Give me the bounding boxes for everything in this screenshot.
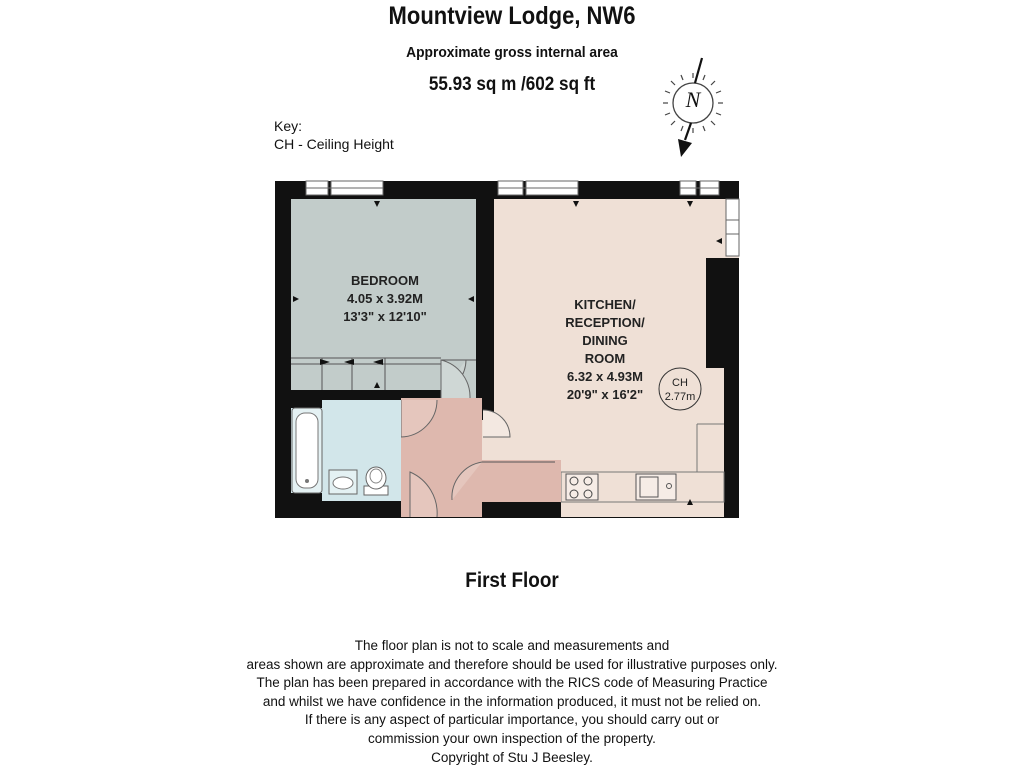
kitchen-name-line2: RECEPTION/ xyxy=(565,315,645,330)
bedroom-imperial: 13'3" x 12'10" xyxy=(343,309,427,324)
disclaimer-line: areas shown are approximate and therefore should be used for illustrative purposes only. xyxy=(246,656,778,672)
floor-plan xyxy=(270,176,746,524)
key-legend xyxy=(274,117,394,153)
area-subtitle: Approximate gross internal area xyxy=(406,44,618,61)
copyright: Copyright of Stu J Beesley. xyxy=(431,749,593,765)
page-title: Mountview Lodge, NW6 xyxy=(388,2,636,30)
compass-north-letter: N xyxy=(685,87,701,112)
kitchen-name-line1: KITCHEN/ xyxy=(574,297,636,312)
storage-floor xyxy=(482,460,561,502)
disclaimer-line: The floor plan is not to scale and measurements and xyxy=(354,638,670,653)
bedroom-label xyxy=(320,272,450,326)
kitchen-label xyxy=(540,296,670,404)
wardrobe xyxy=(291,358,441,390)
ceiling-height-value: 2.77m xyxy=(664,391,696,403)
key-entry-ceiling-height: CH - Ceiling Height xyxy=(274,136,394,152)
gross-area: 55.93 sq m /602 sq ft xyxy=(428,74,596,95)
kitchen-metric: 6.32 x 4.93M xyxy=(567,369,643,384)
disclaimer xyxy=(0,637,1024,767)
bedroom-metric: 4.05 x 3.92M xyxy=(347,291,423,306)
kitchen-name-line4: ROOM xyxy=(584,351,626,366)
bedroom-name: BEDROOM xyxy=(351,273,419,288)
disclaimer-line: commission your own inspection of the property. xyxy=(368,730,656,746)
disclaimer-line: The plan has been prepared in accordance with the RICS code of Measuring Practice xyxy=(256,675,768,691)
floor-name: First Floor xyxy=(465,569,559,592)
disclaimer-line: and whilst we have confidence in the information produced, it must not be relied on. xyxy=(262,693,762,709)
disclaimer-line: If there is any aspect of particular importance, you should carry out or xyxy=(304,712,720,728)
key-heading: Key: xyxy=(274,118,303,134)
kitchen-imperial: 20'9" x 16'2" xyxy=(566,387,644,402)
kitchen-name-line3: DINING xyxy=(582,333,628,348)
ceiling-height-label xyxy=(657,376,703,404)
ceiling-height-abbrev: CH xyxy=(672,377,688,389)
